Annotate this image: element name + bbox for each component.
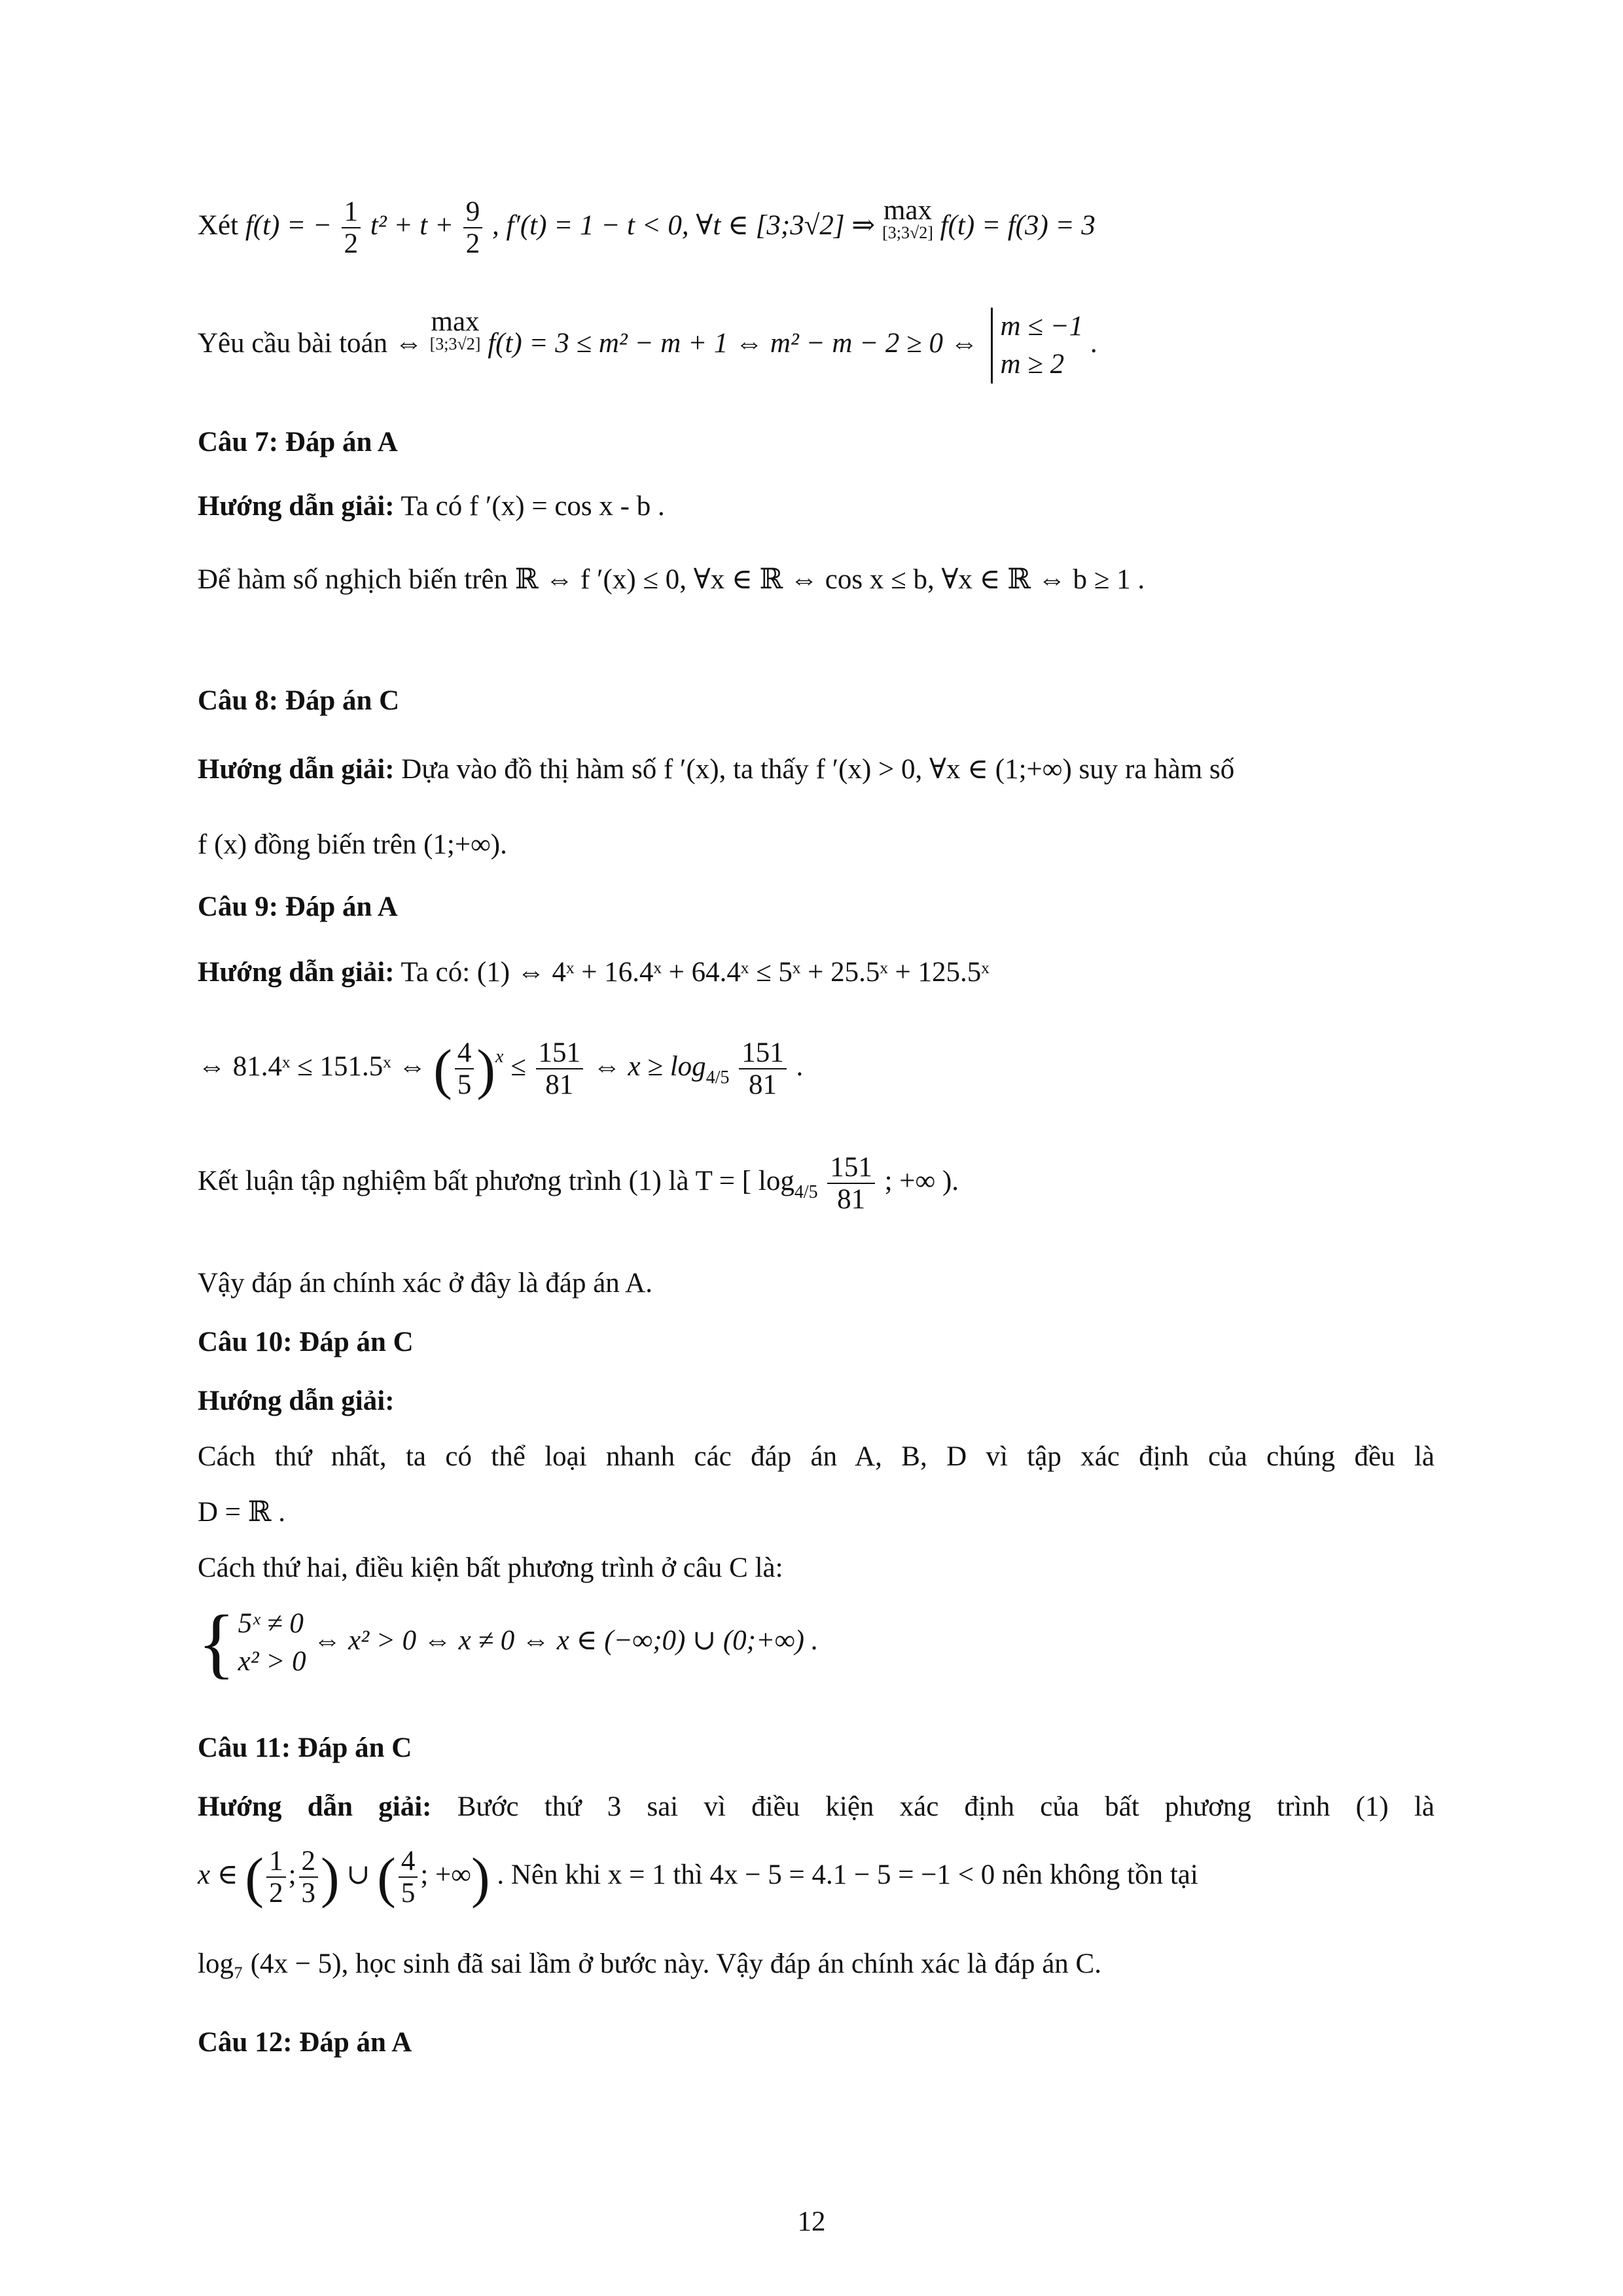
text-yeu-cau: Yêu cầu bài toán ⇔	[198, 327, 423, 359]
question-9-line-4: Vậy đáp án chính xác ở đây là đáp án A.	[198, 1268, 652, 1299]
period: .	[1090, 327, 1097, 359]
log-base: 4/5	[794, 1182, 818, 1203]
hint-label: Hướng dẫn giải:	[198, 957, 395, 988]
page-number: 12	[797, 2206, 826, 2237]
exponent-x: x	[495, 1047, 504, 1067]
fraction-2-3: $\frac{2}{3}$	[299, 1846, 319, 1909]
expr-domain: ⇔ x² > 0 ⇔ x ≠ 0 ⇔ x ∈ (−∞;0) ∪ (0;+∞) .	[313, 1624, 819, 1656]
period: .	[796, 1051, 804, 1083]
max-operator-2: max [3;3√2]	[429, 306, 481, 353]
log-base: 4/5	[705, 1067, 730, 1088]
fraction-151-81-b: $\frac{151}{81}$	[739, 1037, 787, 1101]
interval-end: ; +∞ ).	[884, 1166, 959, 1197]
question-9-hint	[198, 956, 990, 990]
question-8-title: Câu 8: Đáp án C	[198, 685, 400, 716]
system-of-conditions: 5ˣ ≠ 0 x² > 0	[238, 1607, 306, 1677]
max-operator: max [3;3√2]	[882, 195, 933, 242]
hint-text: Bước thứ 3 sai vì điều kiện xác định của bất phương trình (1) là	[457, 1791, 1435, 1822]
question-7-hint	[198, 490, 665, 524]
question-7-title: Câu 7: Đáp án A	[198, 427, 398, 457]
hint-text: Dựa vào đồ thị hàm số f ′(x), ta thấy f ′(x) > 0, ∀x ∈ (1;+∞) suy ra hàm số	[401, 754, 1235, 785]
expr-t-square: t² + t +	[370, 210, 454, 242]
equation-line-yeu-cau	[198, 308, 1097, 384]
question-10-line-1: Cách thứ nhất, ta có thể loại nhanh các đáp án A, B, D vì tập xác định của chúng đều là	[198, 1441, 1435, 1472]
question-11-line-3: log₇ (4x − 5), học sinh đã sai lầm ở bước này. Vậy đáp án chính xác là đáp án C.	[198, 1948, 1101, 1979]
question-12-title: Câu 12: Đáp án A	[198, 2027, 412, 2058]
question-10-title: Câu 10: Đáp án C	[198, 1327, 414, 1357]
hint-label: Hướng dẫn giải:	[198, 491, 395, 522]
question-11-hint	[198, 1790, 1435, 1824]
equation-line-xet	[198, 196, 1096, 260]
question-10-line-2: D = ℝ .	[198, 1497, 286, 1528]
expr-x-in: x ∈	[198, 1859, 238, 1891]
hint-label: Hướng dẫn giải:	[198, 754, 395, 785]
text-nen-khi: . Nên khi x = 1 thì 4x − 5 = 4.1 − 5 = −1 < 0 nên không tồn tại	[497, 1859, 1198, 1891]
fraction-151-81: $\frac{151}{81}$	[536, 1037, 584, 1101]
expr-log: ⇔ x ≥ log	[592, 1051, 706, 1083]
question-7-line-2: Để hàm số nghịch biến trên ℝ ⇔ f ′(x) ≤ 0, ∀x ∈ ℝ ⇔ cos x ≤ b, ∀x ∈ ℝ ⇔ b ≥ 1 .	[198, 564, 1145, 595]
interval-infinity: ; +∞	[420, 1859, 471, 1891]
leq-sign: ≤	[510, 1051, 526, 1083]
question-11-title: Câu 11: Đáp án C	[198, 1732, 412, 1763]
fraction-1-2: $\frac{1}{2}$	[266, 1846, 286, 1909]
fraction-4-5-b: $\frac{4}{5}$	[399, 1846, 418, 1909]
union-sign: ∪	[346, 1859, 370, 1891]
question-10-line-3: Cách thứ hai, điều kiện bất phương trình ở câu C là:	[198, 1552, 783, 1583]
hint-label: Hướng dẫn giải:	[198, 1791, 432, 1822]
question-9-title: Câu 9: Đáp án A	[198, 891, 398, 922]
question-8-line-2: f (x) đồng biến trên (1;+∞).	[198, 829, 507, 860]
question-9-line-2: ⇔ 81.4ˣ ≤ 151.5ˣ ⇔ ( $\frac{4}{5}$ )$^x$ ≤ $\frac{151}{81}$ ⇔ $x \ge \log_{4/5}$ $\frac{151}{81}$ .	[198, 1037, 804, 1101]
fraction-151-81-c: $\frac{151}{81}$	[827, 1152, 875, 1215]
question-9-line-3	[198, 1152, 959, 1215]
expr-max-value: f(t) = f(3) = 3	[940, 210, 1096, 242]
cases-bracket: m ≤ −1 m ≥ 2	[991, 308, 1084, 384]
expr-f-t: f(t) = −	[245, 210, 332, 242]
text-xet: Xét	[198, 210, 239, 242]
hint-text: Ta có f ′(x) = cos x - b .	[401, 491, 665, 522]
question-8-hint	[198, 753, 1234, 787]
fraction-nine-half: $\frac{9}{2}$	[463, 196, 483, 260]
question-11-line-2: x ∈ ( $\frac{1}{2}$ ; $\frac{2}{3}$ ) ∪ ( $\frac{4}{5}$ ; +∞) . Nên khi x = 1 thì 4x − 5 = 4.1 − 5 = −1 < 0 nên không tồn tại	[198, 1846, 1198, 1909]
expr-81: ⇔ 81.4ˣ ≤ 151.5ˣ ⇔	[198, 1051, 427, 1083]
question-10-hint: Hướng dẫn giải:	[198, 1386, 395, 1416]
question-10-line-4: { 5ˣ ≠ 0 x² > 0 ⇔ x² > 0 ⇔ x ≠ 0 ⇔ x ∈ (−∞;0) ∪ (0;+∞) .	[198, 1599, 819, 1686]
fraction-4-5: $\frac{4}{5}$	[455, 1037, 474, 1101]
expr-derivative: , f′(t) = 1 − t < 0, ∀t ∈ [3;3√2] ⇒	[492, 210, 876, 242]
expr-condition: f(t) = 3 ≤ m² − m + 1 ⇔ m² − m − 2 ≥ 0 ⇔	[488, 327, 978, 359]
text-ket-luan: Kết luận tập nghiệm bất phương trình (1) là T = [ log	[198, 1166, 794, 1197]
hint-text: Ta có: (1) ⇔ 4ˣ + 16.4ˣ + 64.4ˣ ≤ 5ˣ + 25.5ˣ + 125.5ˣ	[401, 957, 990, 988]
fraction-one-half: $\frac{1}{2}$	[342, 196, 361, 260]
